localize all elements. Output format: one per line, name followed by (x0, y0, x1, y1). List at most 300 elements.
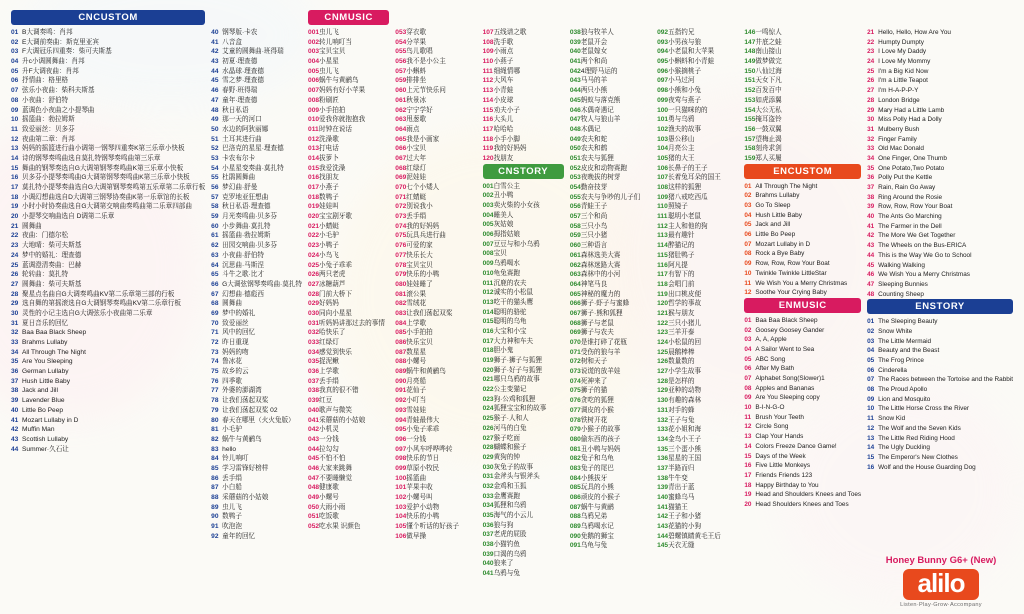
item-title: 秋景冰 (406, 96, 427, 104)
item-number: 28 (11, 290, 19, 298)
item-number: 85 (211, 464, 219, 472)
list-item (395, 445, 476, 455)
list-item (744, 364, 861, 374)
item-number: 05 (867, 357, 875, 364)
item-title: 昨日重现 (222, 339, 249, 346)
item-number: 131 (657, 406, 669, 414)
item-title: 兔子的尾巴 (580, 464, 614, 472)
item-number: 063 (569, 271, 581, 279)
item-number: 101 (395, 484, 407, 492)
column-1 (8, 10, 208, 614)
list-item (867, 47, 1013, 57)
list-item (211, 135, 302, 145)
item-title: 故乡的云 (222, 368, 249, 376)
item-title: 梦幻曲·舒曼 (222, 184, 258, 191)
item-number: 09 (867, 395, 875, 403)
list-cnmusic-end (483, 28, 564, 164)
item-title: 三只小猪儿 (668, 319, 702, 327)
item-number: 043 (308, 435, 320, 443)
item-title: This is the Way We Go to School (878, 251, 972, 259)
item-number: 011 (308, 125, 319, 133)
list-item (867, 57, 1013, 67)
item-title: 皮皮和动物赛跑 (580, 164, 627, 172)
item-title: 蝴蝶和猴子 (493, 444, 527, 452)
item-number: 096 (395, 435, 407, 443)
list-item (11, 261, 205, 271)
item-title: 天女下凡 (755, 77, 782, 85)
item-title: 上学歌 (406, 319, 427, 327)
item-title: 花仙子 (406, 387, 427, 395)
item-title: 致爱丽丝：贝多芬 (22, 125, 75, 133)
item-title: Brush Your Teeth (755, 413, 804, 421)
item-title: 大力神和车夫 (493, 337, 534, 345)
item-number: 134 (657, 435, 669, 443)
list-item (395, 144, 476, 154)
item-number: 23 (867, 48, 875, 56)
list-item (570, 28, 651, 38)
list-item (308, 357, 389, 367)
item-number: 006 (482, 231, 494, 239)
list-item (308, 144, 389, 154)
list-item (867, 76, 1013, 86)
item-title: 小松鼠的回 (668, 339, 702, 346)
list-item (867, 280, 1013, 290)
item-title: Cinderella (878, 366, 907, 374)
item-title: 木偶记 (580, 125, 601, 133)
item-title: Summer·久石让 (22, 445, 69, 453)
item-number: 37 (867, 184, 875, 191)
list-item (395, 173, 476, 183)
list-item (395, 338, 476, 348)
list-item (657, 357, 738, 367)
list-item (867, 135, 1013, 145)
list-item (744, 154, 861, 164)
list-item (570, 67, 651, 77)
item-title: 愚公移山 (668, 135, 695, 143)
item-title: The Little Horse Cross the River (878, 405, 970, 413)
item-number: 060 (395, 87, 407, 95)
item-title: 红蜻蜓 (406, 193, 427, 201)
item-title: 百发百中 (755, 87, 782, 95)
item-title: Mozart Lullaby in D (22, 416, 79, 424)
item-number: 038 (308, 387, 320, 395)
list-item (657, 425, 738, 435)
item-number: 118 (482, 135, 494, 143)
item-title: 狮子·狮子与狐狸 (493, 357, 542, 364)
list-item (744, 47, 861, 57)
item-title: Are You Sleeping (22, 358, 73, 366)
item-title: 三个蛋小熊 (668, 445, 702, 453)
item-number: 05 (11, 67, 19, 75)
list-item (308, 28, 389, 38)
item-title: Alphabet Song(Slower)1 (755, 375, 825, 382)
item-number: 16 (867, 463, 875, 471)
item-number: 15 (11, 164, 19, 172)
item-title: 顽皮的小猴子 (580, 494, 621, 501)
list-item (657, 106, 738, 116)
item-number: 074 (395, 222, 407, 230)
item-number: 06 (11, 77, 19, 85)
item-title: 是怎样的 (668, 377, 695, 385)
list-item (483, 96, 564, 106)
list-item (483, 453, 564, 463)
item-title: 致爱丽丝 (222, 319, 249, 327)
item-title: 狼与牧羊人 (580, 29, 614, 36)
item-title: 乌鸦喝水记 (580, 523, 614, 531)
list-item (11, 154, 205, 164)
item-number: 148 (744, 48, 756, 56)
column-5 (480, 10, 567, 614)
list-cncustom (11, 28, 205, 454)
list-item (657, 135, 738, 145)
item-title: 乌鸦与兔 (493, 570, 520, 578)
item-number: 09 (11, 106, 19, 114)
list-item (483, 346, 564, 356)
item-title: 小猴摘桃子 (668, 67, 702, 75)
item-number: 045 (308, 455, 320, 463)
item-title: 长着兔耳朵的国王 (668, 174, 721, 182)
item-number: 073 (395, 213, 407, 221)
item-title: 水边的阿狄丽娜 (222, 125, 269, 133)
item-number: 033 (308, 339, 320, 346)
item-number: 099 (657, 96, 669, 104)
item-title: 狮子·熊和狐狸 (580, 309, 623, 317)
item-number: 34 (867, 154, 875, 162)
list-item (483, 521, 564, 531)
item-title: After My Bath (755, 365, 795, 373)
item-title: 梦中的婚礼 (222, 309, 256, 317)
item-title: 聪明的乌龟 (493, 318, 527, 326)
item-number: 14 (11, 154, 19, 162)
list-item (308, 348, 389, 358)
list-encustom (744, 182, 861, 298)
list-item (483, 337, 564, 347)
list-item (11, 435, 205, 445)
item-number: 05 (744, 355, 752, 363)
item-number: 16 (11, 174, 19, 182)
item-title: Finger Family (878, 135, 917, 143)
list-item (11, 241, 205, 251)
item-number: 056 (569, 203, 581, 211)
item-number: 116 (482, 116, 494, 124)
list-item (657, 144, 738, 154)
list-item (867, 337, 1013, 347)
item-title: 半路而归 (668, 464, 695, 472)
item-number: 117 (657, 271, 668, 279)
item-number: 41 (867, 222, 875, 230)
item-number: 03 (744, 336, 752, 344)
item-title: 有趣的森林 (668, 397, 702, 405)
item-title: 可爱的家 (406, 242, 433, 250)
list-item (483, 424, 564, 434)
brand-tagline: Listen·Play·Grow·Accompany (900, 602, 982, 608)
item-title: 说谎的放羊娃 (580, 368, 621, 376)
item-title: 打电话 (319, 145, 339, 153)
list-item (395, 435, 476, 445)
item-title: 甩葱歌 (406, 116, 427, 124)
list-item (308, 222, 389, 232)
item-number: 06 (744, 231, 752, 239)
item-number: 22 (11, 232, 19, 240)
list-item (867, 290, 1013, 300)
list-item (308, 328, 389, 338)
item-title: 采蘑菇的小姑娘 (319, 416, 366, 424)
item-title: 拉勾勾 (319, 445, 339, 453)
item-number: 42 (211, 48, 219, 56)
item-title: 灰兔子的故事 (493, 463, 534, 471)
item-title: 小螺号叫 (406, 494, 433, 501)
list-item (308, 135, 389, 145)
list-item (483, 308, 564, 318)
item-number: 109 (657, 193, 669, 201)
item-title: 小风车呼哗哗转 (406, 445, 453, 453)
item-title: hello (222, 445, 237, 453)
list-item (211, 522, 302, 532)
list-item (211, 28, 302, 38)
item-number: 120 (482, 154, 494, 162)
item-title: 宝贝 (493, 250, 507, 258)
item-title: 吃饭歌 (319, 513, 339, 521)
item-number: 02 (744, 192, 752, 200)
item-title: 醉猫记的 (668, 242, 695, 250)
list-item (657, 377, 738, 387)
item-title: 吹泡泡 (222, 523, 242, 531)
item-title: One Finger, One Thumb (878, 154, 947, 162)
product-line-label: Honey Bunny G6+ (New) (885, 554, 997, 566)
list-item (211, 222, 302, 232)
list-item (867, 356, 1013, 366)
list-item (211, 367, 302, 377)
item-title: 聪明的骆驼 (493, 308, 527, 316)
item-title: The Races between the Tortoise and the Rabbit (878, 376, 1014, 384)
list-item (211, 47, 302, 57)
list-item (11, 47, 205, 57)
item-number: 035 (482, 512, 494, 519)
list-item (570, 386, 651, 396)
list-item (395, 377, 476, 387)
list-item (570, 47, 651, 57)
item-title: 草原小牧民 (406, 464, 440, 472)
item-title: Go To Sleep (755, 202, 791, 209)
item-title: 时钟在说话 (319, 125, 352, 133)
list-item (744, 316, 861, 326)
list-item (11, 290, 205, 300)
item-title: 让我们荡起双桨 (222, 397, 269, 405)
list-item (867, 212, 1013, 222)
item-number: 033 (482, 492, 494, 500)
item-title: 月亮公主 (668, 145, 695, 153)
item-number: 042 (308, 426, 320, 434)
item-number: 012 (482, 289, 494, 297)
item-number: 082 (395, 300, 407, 308)
item-number: 090 (569, 532, 581, 540)
item-title: 调皮的小猴 (580, 406, 614, 414)
category-header-cncustom: CNCUSTOM (11, 10, 205, 25)
item-title: 青出于蓝 (668, 484, 695, 492)
list-item (11, 115, 205, 125)
item-number: 071 (569, 348, 581, 356)
item-title: 望梅止渴 (755, 135, 782, 143)
list-item (744, 442, 861, 452)
item-title: Ring Around the Rosie (878, 193, 943, 201)
list-item (11, 319, 205, 329)
item-title: Row, Row, Row Your Boat (755, 260, 830, 268)
item-number: 007 (308, 87, 320, 95)
list-item (211, 377, 302, 387)
item-number: 083 (569, 464, 581, 472)
item-number: 89 (211, 503, 219, 511)
item-number: 11 (11, 125, 18, 133)
item-number: 029 (482, 453, 494, 461)
list-item (483, 375, 564, 385)
item-number: 127 (657, 368, 669, 376)
list-item (211, 290, 302, 300)
list-item (657, 367, 738, 377)
item-number: 021 (482, 376, 494, 384)
item-title: 小步舞曲·莫扎特 (222, 222, 271, 230)
column-8 (741, 10, 864, 614)
item-number: 089 (395, 368, 407, 376)
item-number: 46 (211, 87, 219, 95)
item-title: The Ants Go Marching (878, 213, 942, 221)
item-number: 30 (11, 309, 19, 317)
item-title: 王子与兔 (668, 416, 695, 424)
item-title: German Lullaby (22, 368, 69, 376)
item-title: 天衣无缝 (668, 542, 695, 550)
list-item (395, 67, 476, 77)
item-title: 乌鸦兄弟 (580, 513, 608, 521)
list-item (867, 241, 1013, 251)
item-number: 08 (744, 384, 752, 392)
item-title: 小白船 (222, 484, 242, 492)
item-number: 040 (482, 560, 494, 568)
list-item (483, 414, 564, 424)
item-number: 125 (657, 348, 669, 356)
item-title: 灰姑娘 (493, 221, 514, 229)
item-number: 29 (11, 300, 19, 308)
item-number: 102 (657, 125, 669, 133)
list-item (570, 348, 651, 358)
list-item (657, 290, 738, 300)
item-title: 月亮船 (406, 377, 427, 385)
item-number: 112 (482, 77, 494, 85)
item-title: We Wish You a Merry Christmas (755, 279, 848, 287)
list-item (744, 490, 861, 500)
item-number: 123 (657, 329, 669, 337)
item-title: 聚星点名曲自G大调奏鸣曲KV第二乐章第三部的行板 (22, 290, 175, 298)
list-item (570, 483, 651, 493)
list-item (657, 261, 738, 271)
item-title: 三只小鸟 (580, 222, 608, 230)
item-number: 07 (867, 376, 875, 384)
item-number: 23 (11, 242, 19, 250)
item-number: 17 (744, 471, 752, 479)
item-title: 胆小鬼 (493, 347, 514, 355)
list-item (570, 164, 651, 174)
item-title: 神秘的魔力的 (580, 290, 621, 298)
list-item (211, 144, 302, 154)
category-header-cnstory: CNSTORY (483, 164, 564, 179)
item-title: 捉泥鳅 (319, 358, 339, 366)
item-title: 小鸭子 (319, 242, 339, 250)
item-number: 057 (569, 213, 581, 221)
item-number: 032 (482, 482, 494, 490)
item-title: 小学生故事 (668, 368, 702, 376)
item-number: 52 (211, 145, 219, 153)
list-item (744, 125, 861, 135)
item-title: 牧人与狼山羊 (580, 116, 621, 124)
item-number: 067 (395, 154, 407, 162)
item-title: 红绿灯 (406, 164, 427, 172)
item-number: 081 (395, 290, 407, 298)
item-number: 01 (744, 182, 752, 190)
list-item (395, 416, 476, 426)
item-title: All Through The Night (22, 348, 86, 356)
item-title: 三羊开泰 (668, 329, 695, 337)
item-number: 043 (569, 77, 581, 85)
list-cnstory-end (744, 28, 861, 164)
list-item (570, 328, 651, 338)
item-number: 107 (657, 174, 669, 182)
list-item (308, 474, 389, 484)
item-number: 069 (395, 174, 407, 182)
item-title: 秋日私语 (222, 106, 249, 114)
item-title: 神笔马良 (580, 280, 608, 288)
item-number: 154 (744, 106, 756, 114)
item-number: 017 (482, 337, 494, 345)
list-item (483, 76, 564, 86)
item-title: 小手拍拍 (319, 106, 346, 114)
item-title: 睡美人 (493, 211, 514, 219)
item-title: Brahms Lullaby (755, 192, 800, 200)
item-title: 森林迷路大赛 (580, 261, 621, 269)
list-item (211, 406, 302, 416)
list-cnstory (483, 182, 564, 579)
item-number: 63 (211, 251, 219, 259)
item-title: 春野·班得瑞 (222, 87, 258, 95)
item-title: Little Bo Peep (755, 231, 796, 239)
item-number: 122 (657, 319, 669, 327)
item-title: 小鸟飞 (319, 251, 339, 259)
list-item (570, 406, 651, 416)
item-number: 83 (211, 445, 219, 453)
item-number: 110 (482, 58, 494, 66)
item-number: 146 (744, 29, 756, 36)
item-number: 149 (744, 58, 756, 66)
item-number: 110 (657, 203, 668, 211)
item-number: 81 (211, 426, 219, 434)
item-number: 42 (11, 426, 19, 434)
item-number: 48 (211, 106, 219, 114)
item-title: The Ugly Duckling (878, 444, 930, 452)
list-item (867, 385, 1013, 395)
item-number: 072 (395, 203, 407, 211)
item-number: 096 (657, 67, 669, 75)
item-title: 沉思曲·马斯涅 (222, 261, 264, 269)
item-number: 118 (657, 280, 668, 288)
list-item (395, 231, 476, 241)
list-item (395, 328, 476, 338)
item-title: 农夫与争吵的儿子们 (580, 193, 641, 201)
list-item (657, 503, 738, 513)
item-title: 钢琴版·卡农 (222, 29, 258, 36)
item-title: 诗的钢琴奏鸣曲选自莫扎特钢琴奏鸣曲第三乐章 (22, 154, 161, 162)
list-item (570, 309, 651, 319)
item-title: 弦乐小夜曲：柴科夫斯基 (22, 87, 95, 95)
item-title: 哈哈哈 (493, 125, 514, 133)
item-title: 渔夫的故事 (668, 125, 702, 133)
item-number: 115 (482, 106, 494, 114)
